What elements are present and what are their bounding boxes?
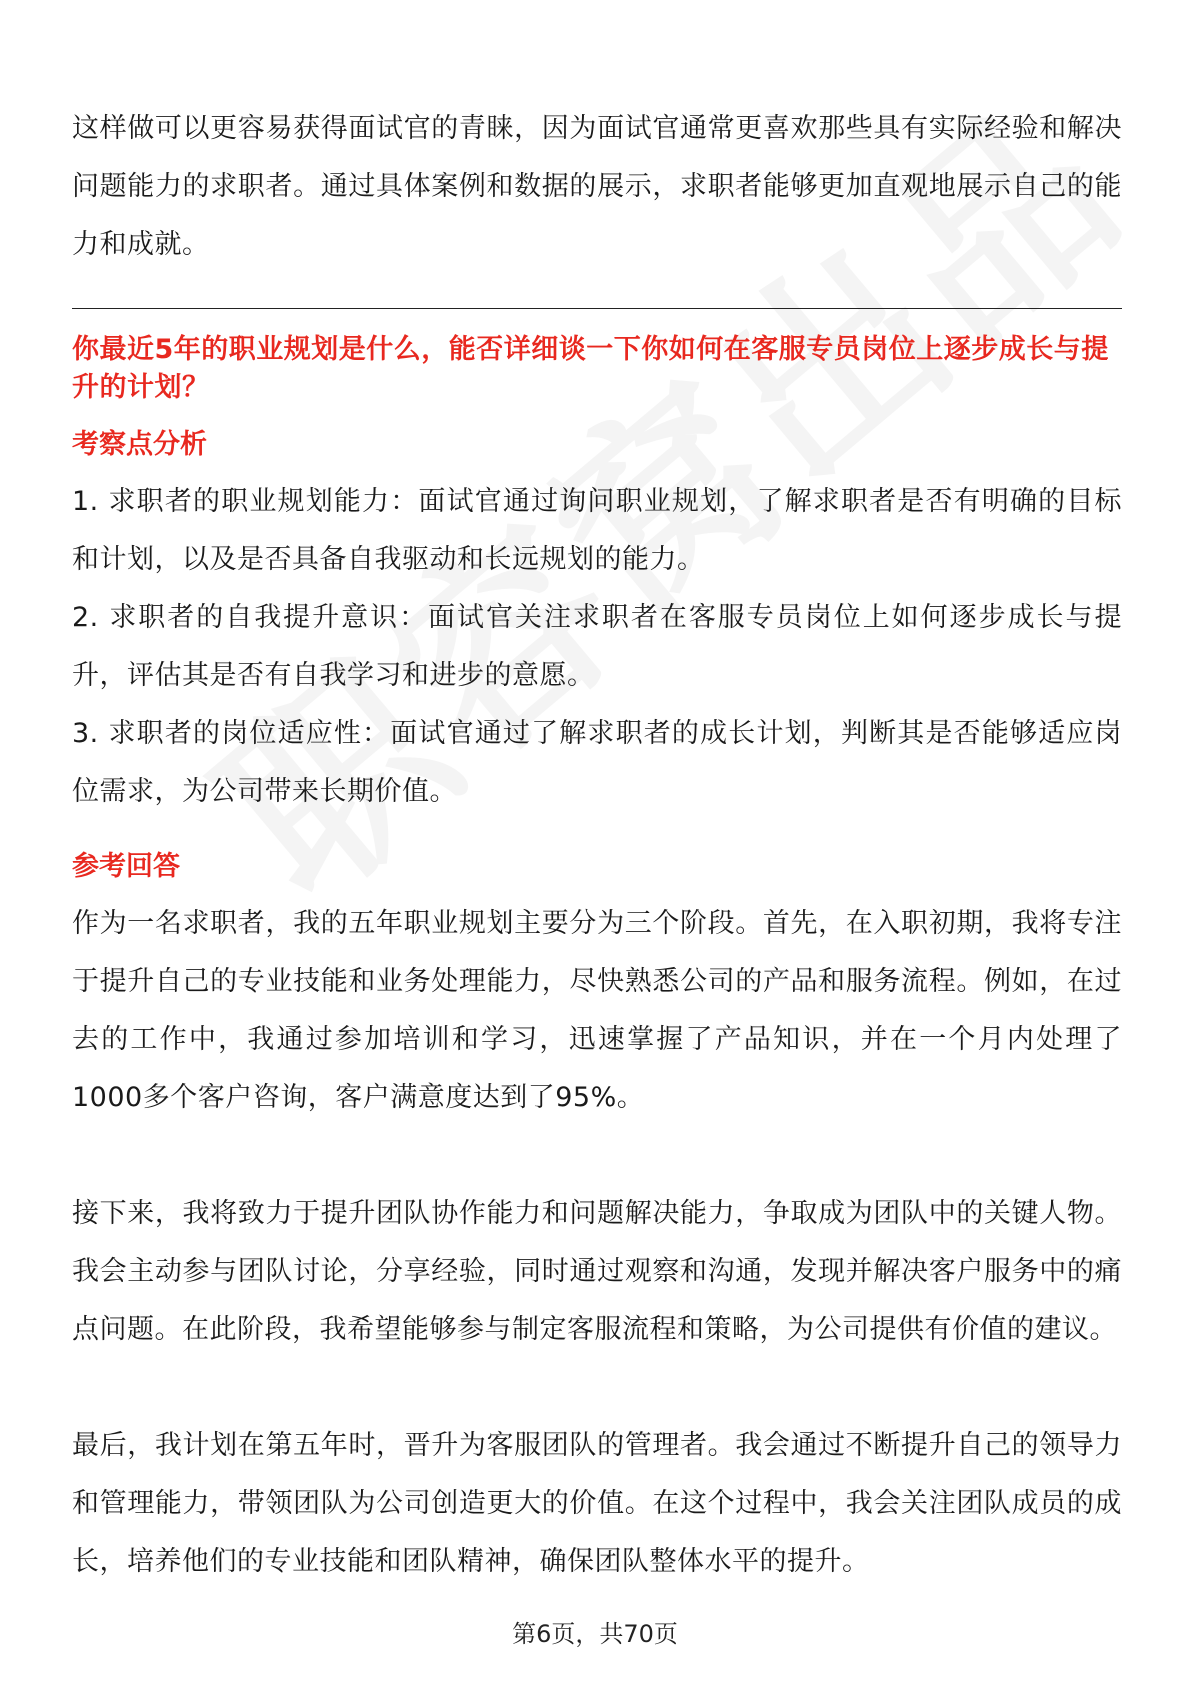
- page-content: [72, 100, 1122, 1591]
- analysis-heading: 考察点分析: [72, 429, 207, 460]
- answer-block: [72, 895, 1122, 1591]
- analysis-item: 3. 求职者的岗位适应性：面试官通过了解求职者的成长计划，判断其是否能够适应岗位需求，为公司带来长期价值。: [72, 718, 1122, 807]
- answer-paragraph: 最后，我计划在第五年时，晋升为客服团队的管理者。我会通过不断提升自己的领导力和管理能力，带领团队为公司创造更大的价值。在这个过程中，我会关注团队成员的成长，培养他们的专业技能和团队精神，确保团队整体水平的提升。: [72, 1430, 1122, 1577]
- analysis-item: 1. 求职者的职业规划能力：面试官通过询问职业规划，了解求职者是否有明确的目标和计划，以及是否具备自我驱动和长远规划的能力。: [72, 486, 1122, 575]
- interview-question: 你最近5年的职业规划是什么，能否详细谈一下你如何在客服专员岗位上逐步成长与提升的计划？: [72, 334, 1109, 403]
- answer-paragraph: 接下来，我将致力于提升团队协作能力和问题解决能力，争取成为团队中的关键人物。我会主动参与团队讨论，分享经验，同时通过观察和沟通，发现并解决客户服务中的痛点问题。在此阶段，我希望能够参与制定客服流程和策略，为公司提供有价值的建议。: [72, 1198, 1122, 1345]
- answer-heading: 参考回答: [72, 851, 180, 882]
- page-number: 第6页，共70页: [512, 1620, 678, 1648]
- answer-paragraph: 作为一名求职者，我的五年职业规划主要分为三个阶段。首先，在入职初期，我将专注于提升自己的专业技能和业务处理能力，尽快熟悉公司的产品和服务流程。例如，在过去的工作中，我通过参加培训和学习，迅速掌握了产品知识，并在一个月内处理了1000多个客户咨询，客户满意度达到了95%。: [72, 908, 1122, 1113]
- section-divider: [72, 308, 1122, 309]
- intro-paragraph: 这样做可以更容易获得面试官的青睐，因为面试官通常更喜欢那些具有实际经验和解决问题能力的求职者。通过具体案例和数据的展示，求职者能够更加直观地展示自己的能力和成就。: [72, 113, 1122, 260]
- analysis-list: [72, 473, 1122, 821]
- analysis-item: 2. 求职者的自我提升意识：面试官关注求职者在客服专员岗位上如何逐步成长与提升，评估其是否有自我学习和进步的意愿。: [72, 602, 1122, 691]
